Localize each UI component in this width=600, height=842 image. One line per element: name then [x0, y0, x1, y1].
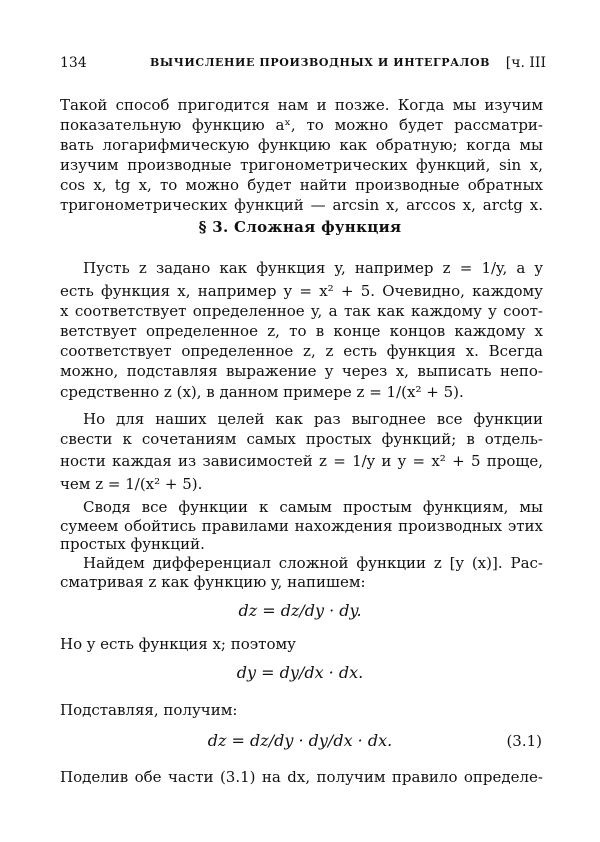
- para1-line: ветствует определенное z, то в конце концов каждому x: [60, 322, 543, 340]
- para4-line: Найдем дифференциал сложной функции z [y (x)]. Рас-: [83, 554, 543, 572]
- equation-dz: dz = dz/dy · dy.: [238, 601, 362, 620]
- equation-dy: dy = dy/dx · dx.: [236, 663, 364, 682]
- para1-line: соответствует определенное z, z есть функция x. Всегда: [60, 342, 543, 360]
- para1-line: Пусть z задано как функция y, например z = 1/y, а y: [83, 259, 543, 277]
- page-number: 134: [60, 55, 87, 71]
- para3-line: сумеем обойтись правилами нахождения производных этих: [60, 517, 543, 535]
- running-title: ВЫЧИСЛЕНИЕ ПРОИЗВОДНЫХ И ИНТЕГРАЛОВ: [150, 56, 491, 69]
- para2-line: свести к сочетаниям самых простых функций; в отдель-: [60, 430, 543, 448]
- para1-line: есть функция x, например y = x² + 5. Очевидно, каждому: [60, 282, 543, 300]
- equation-number: (3.1): [506, 732, 542, 750]
- intro-line: вать логарифмическую функцию как обратную; когда мы: [60, 136, 543, 154]
- equation-3-1: dz = dz/dy · dy/dx · dx.: [207, 731, 393, 750]
- text-line: Подставляя, получим:: [60, 701, 238, 719]
- intro-line: тригонометрических функций — arcsin x, arccos x, arctg x.: [60, 196, 543, 214]
- para4-line: сматривая z как функцию y, напишем:: [60, 573, 366, 591]
- page-header: [60, 55, 546, 77]
- para2-line: ности каждая из зависимостей z = 1/y и y = x² + 5 проще,: [60, 452, 543, 470]
- para2-line: Но для наших целей как раз выгоднее все функции: [83, 410, 543, 428]
- text-line: Но y есть функция x; поэтому: [60, 635, 296, 653]
- para3-line: простых функций.: [60, 535, 205, 553]
- para1-line: средственно z (x), в данном примере z = 1/(x² + 5).: [60, 383, 464, 401]
- chapter-marker: [ч. III: [505, 55, 546, 71]
- para2-line: чем z = 1/(x² + 5).: [60, 475, 203, 493]
- intro-line: Такой способ пригодится нам и позже. Когда мы изучим: [60, 96, 543, 114]
- intro-line: cos x, tg x, то можно будет найти производные обратных: [60, 176, 543, 194]
- para1-line: x соответствует определенное y, а так как каждому y соот-: [60, 302, 543, 320]
- para3-line: Сводя все функции к самым простым функциям, мы: [83, 498, 543, 516]
- last-line: Поделив обе части (3.1) на dx, получим правило определе-: [60, 768, 543, 786]
- section-title: § 3. Сложная функция: [198, 218, 402, 236]
- para1-line: можно, подставляя выражение y через x, выписать непо-: [60, 362, 543, 380]
- intro-line: показательную функцию aˣ, то можно будет рассматри-: [60, 116, 543, 134]
- intro-line: изучим производные тригонометрических функций, sin x,: [60, 156, 543, 174]
